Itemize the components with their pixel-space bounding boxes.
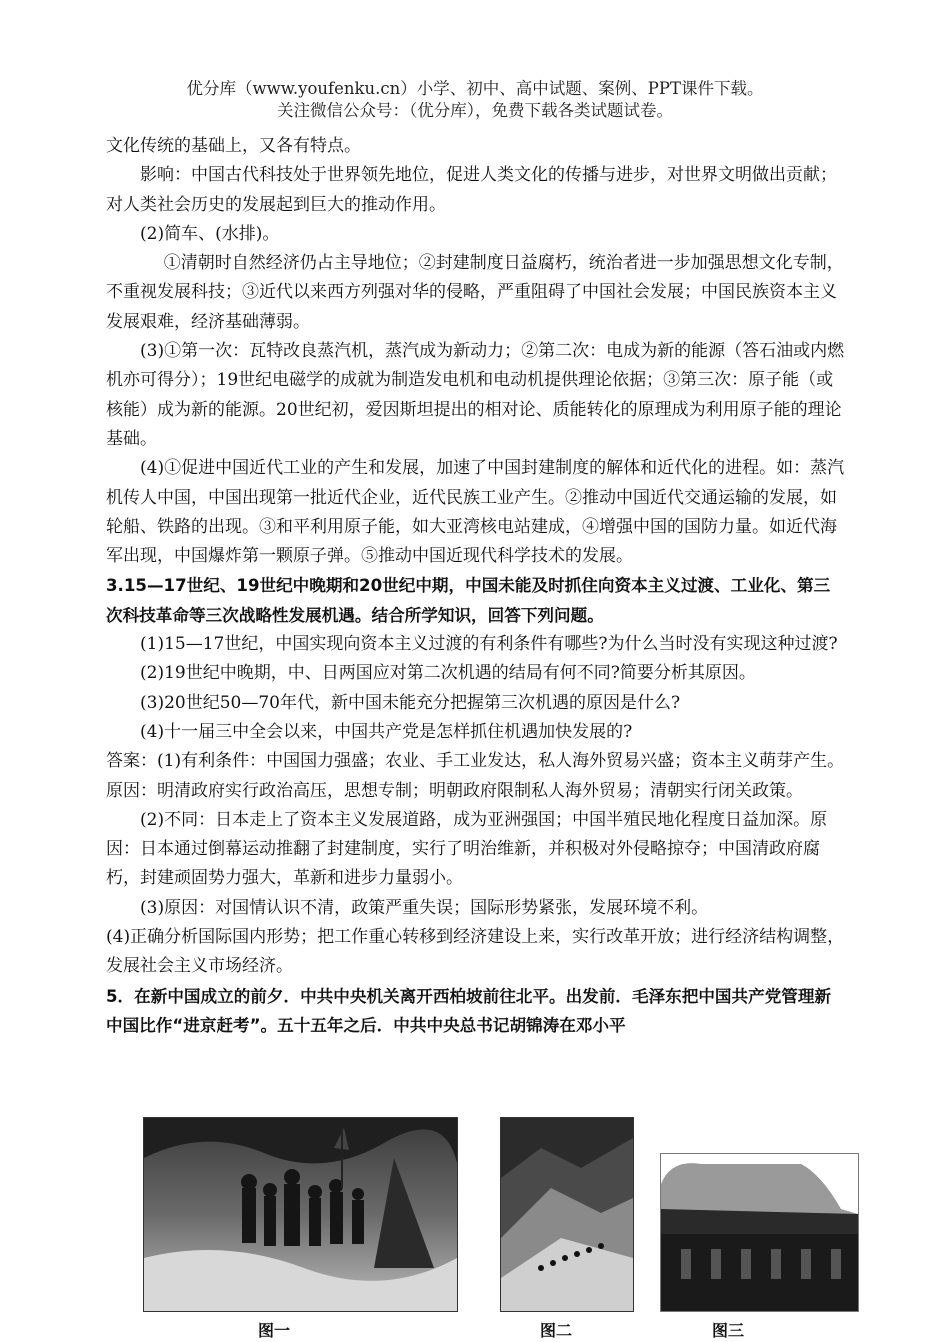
paragraph: 文化传统的基础上，又各有特点。 <box>106 136 361 156</box>
figure-3-image <box>660 1153 859 1312</box>
page-header <box>0 78 950 122</box>
header-line-2: 关注微信公众号：（优分库），免费下载各类试题试卷。 <box>277 101 673 120</box>
figure-1-caption: 图一 <box>258 1321 291 1340</box>
document-body <box>106 132 846 1040</box>
question-item: (4)十一届三中全会以来，中国共产党是怎样抓住机遇加快发展的? <box>140 721 633 742</box>
figure-3-caption: 图三 <box>712 1321 745 1340</box>
answer-paragraph: (4)正确分析国际国内形势；把工作重心转移到经济建设上来，实行改革开放；进行经济结构调整，发展社会主义市场经济。 <box>106 927 845 977</box>
answer-paragraph: (2)不同：日本走上了资本主义发展道路，成为亚洲强国；中国半殖民地化程度日益加深。原因：日本通过倒幕运动推翻了封建制度，实行了明治维新，并积极对外侵略掠夺；中国清政府腐朽，封建顽固势力强大，革新和进步力量弱小。 <box>106 809 828 889</box>
figure-2-image <box>500 1117 634 1312</box>
question-5-title: 5．在新中国成立的前夕．中共中央机关离开西柏坡前往北平。出发前．毛泽东把中国共产党管理新中国比作“进京赶考”。五十五年之后．中共中央总书记胡锦涛在邓小平 <box>106 986 832 1035</box>
answer-paragraph: 答案：(1)有利条件：中国国力强盛；农业、手工业发达，私人海外贸易兴盛；资本主义萌芽产生。原因：明清政府实行政治高压，思想专制；明朝政府限制私人海外贸易；清朝实行闭关政策。 <box>106 751 845 801</box>
question-3-title: 3.15—17世纪、19世纪中晚期和20世纪中期，中国未能及时抓住向资本主义过渡、工业化、第三次科技革命等三次战略性发展机遇。结合所学知识，回答下列问题。 <box>106 576 831 625</box>
question-item: (3)20世纪50—70年代，新中国未能充分把握第三次机遇的原因是什么? <box>140 692 681 713</box>
paragraph: 影响：中国古代科技处于世界领先地位，促进人类文化的传播与进步，对世界文明做出贡献；对人类社会历史的发展起到巨大的推动作用。 <box>106 165 837 215</box>
paragraph: (4)①促进中国近代工业的产生和发展，加速了中国封建制度的解体和近代化的进程。如：蒸汽机传人中国，中国出现第一批近代企业，近代民族工业产生。②推动中国近代交通运输的发展，如轮船、铁路的出现。③和平利用原子能，如大亚湾核电站建成，④增强中国的国防力量。如近代海军出现，中国爆炸第一颗原子弹。⑤推动中国近现代科学技术的发展。 <box>106 458 845 567</box>
paragraph: (2)简车、(水排)。 <box>140 223 280 244</box>
header-line-1: 优分库（www.youfenku.cn）小学、初中、高中试题、案例、PPT课件下载。 <box>186 79 764 98</box>
figure-1-image <box>143 1117 458 1312</box>
paragraph: (3)①第一次：瓦特改良蒸汽机，蒸汽成为新动力；②第二次：电成为新的能源（答石油或内燃机亦可得分）；19世纪电磁学的成就为制造发电机和电动机提供理论依据；③第三次：原子能（或核能）成为新的能源。20世纪初，爱因斯坦提出的相对论、质能转化的原理成为利用原子能的理论基础。 <box>106 341 845 449</box>
paragraph: ①清朝时自然经济仍占主导地位；②封建制度日益腐朽，统治者进一步加强思想文化专制，不重视发展科技；③近代以来西方列强对华的侵略，严重阻碍了中国社会发展；中国民族资本主义发展艰难，经济基础薄弱。 <box>106 253 844 332</box>
figure-2-caption: 图二 <box>540 1321 573 1340</box>
answer-paragraph: (3)原因：对国情认识不清，政策严重失误；国际形势紧张，发展环境不利。 <box>140 897 709 918</box>
question-item: (1)15—17世纪，中国实现向资本主义过渡的有利条件有哪些?为什么当时没有实现这种过渡? <box>140 634 838 655</box>
question-item: (2)19世纪中晚期，中、日两国应对第二次机遇的结局有何不同?简要分析其原因。 <box>140 663 756 684</box>
